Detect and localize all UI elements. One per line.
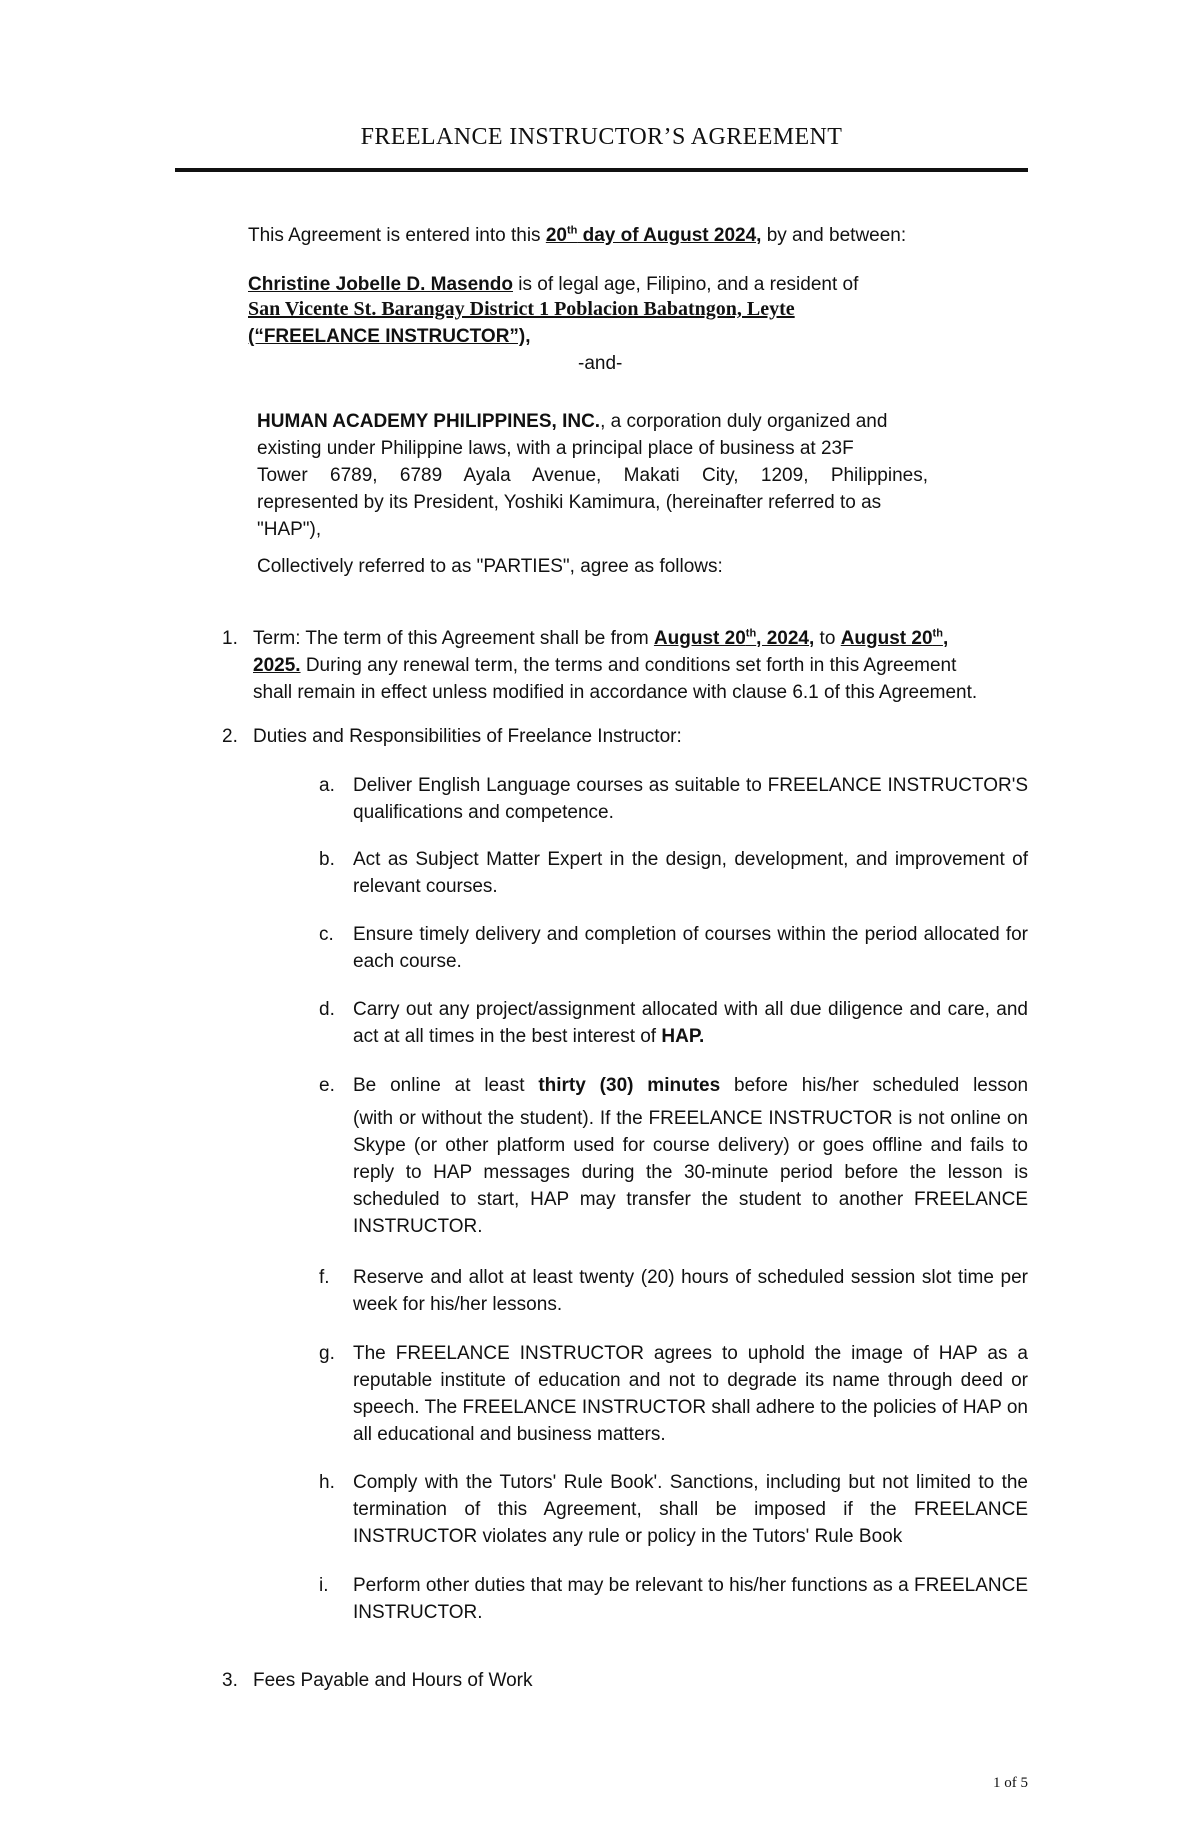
party1-desc: is of legal age, Filipino, and a resident of — [513, 274, 859, 295]
item-a-text: Deliver English Language courses as suitable to FREELANCE INSTRUCTOR'S qualifications and competence. — [353, 775, 1028, 823]
party1-address: San Vicente St. Barangay District 1 Poblacion Babatngon, Leyte — [248, 298, 795, 320]
clause1-start-date: August 20th, 2024, — [653, 627, 815, 649]
intro-line — [248, 222, 1028, 249]
party2-block — [257, 408, 928, 543]
party1-designation: (“FREELANCE INSTRUCTOR”), — [248, 326, 531, 347]
page-number: 1 of 5 — [993, 1775, 1028, 1791]
party2-line3: Tower 6789, 6789 Ayala Avenue, Makati City, 1209, Philippines, — [257, 465, 928, 486]
item-b-text: Act as Subject Matter Expert in the design, development, and improvement of relevant courses. — [353, 849, 1028, 897]
party1-name: Christine Jobelle D. Masendo — [248, 274, 513, 295]
party2-line4: represented by its President, Yoshiki Kamimura, (hereinafter referred to as — [257, 492, 882, 513]
clause2-heading: Duties and Responsibilities of Freelance Instructor: — [253, 726, 682, 747]
party2-line5: "HAP"), — [257, 519, 322, 540]
clause2-number: 2. — [222, 726, 238, 747]
item-d-letter: d. — [319, 999, 335, 1020]
item-i-letter: i. — [319, 1575, 329, 1596]
item-a-letter: a. — [319, 775, 335, 796]
item-b-letter: b. — [319, 849, 335, 870]
clause3-number: 3. — [222, 1670, 238, 1691]
clause1-number: 1. — [222, 628, 238, 649]
item-f-text: Reserve and allot at least twenty (20) hours of scheduled session slot time per week for his/her lessons. — [353, 1267, 1028, 1315]
party2-line2: existing under Philippine laws, with a principal place of business at 23F — [257, 438, 854, 459]
item-h-text: Comply with the Tutors' Rule Book'. Sanctions, including but not limited to the termination of this Agreement, shall be imposed if the FREELANCE INSTRUCTOR violates any rule or policy in the Tutors' Rule Book — [353, 1472, 1028, 1547]
and-separator: -and- — [578, 353, 623, 374]
clause1-text: Term: The term of this Agreement shall be from August 20th, 2024, to August 20th, 2025. During any renewal term, the terms and conditions set forth in this Agreement shall remain in effect unless modified in accordance with clause 6.1 of this Agreement. — [253, 627, 978, 703]
collectively-line: Collectively referred to as "PARTIES", agree as follows: — [257, 556, 723, 577]
party1-designation-line — [248, 323, 1028, 350]
item-h-letter: h. — [319, 1472, 335, 1493]
intro-post: by and between: — [761, 225, 907, 246]
item-e-text-rest: (with or without the student). If the FREELANCE INSTRUCTOR is not online on Skype (or other platform used for course delivery) or goes offline and fails to reply to HAP messages during the 30-minute period before the lesson is scheduled to start, HAP may transfer the student to another FREELANCE INSTRUCTOR. — [353, 1108, 1028, 1237]
clause1-end-date: August 20th, — [840, 627, 949, 649]
party1-line — [248, 271, 1028, 298]
item-i-text: Perform other duties that may be relevant to his/her functions as a FREELANCE INSTRUCTOR. — [353, 1575, 1028, 1623]
item-g-letter: g. — [319, 1343, 335, 1364]
document-title: FREELANCE INSTRUCTOR’S AGREEMENT — [360, 124, 843, 150]
title-rule — [175, 168, 1028, 172]
party2-line1: , a corporation duly organized and — [600, 411, 888, 432]
item-g-text: The FREELANCE INSTRUCTOR agrees to uphold the image of HAP as a reputable institute of education and not to degrade its name through deed or speech. The FREELANCE INSTRUCTOR shall adhere to the policies of HAP on all educational and business matters. — [353, 1343, 1028, 1445]
item-c-text: Ensure timely delivery and completion of courses within the period allocated for each course. — [353, 924, 1028, 972]
item-d-text: Carry out any project/assignment allocated with all due diligence and care, and act at all times in the best interest of HAP. — [353, 999, 1028, 1047]
item-c-letter: c. — [319, 924, 334, 945]
intro-pre: This Agreement is entered into this — [248, 225, 546, 246]
item-e-text-line1: Be online at least thirty (30) minutes before his/her scheduled lesson — [353, 1075, 1029, 1096]
party2-name: HUMAN ACADEMY PHILIPPINES, INC. — [257, 411, 601, 432]
agreement-date: 20th day of August 2024, — [545, 224, 762, 246]
clause1-end-year: 2025. — [253, 655, 301, 676]
clause3-heading: Fees Payable and Hours of Work — [253, 1670, 533, 1691]
item-f-letter: f. — [319, 1267, 330, 1288]
party1-address-line — [248, 296, 1028, 323]
item-e-letter: e. — [319, 1075, 335, 1096]
